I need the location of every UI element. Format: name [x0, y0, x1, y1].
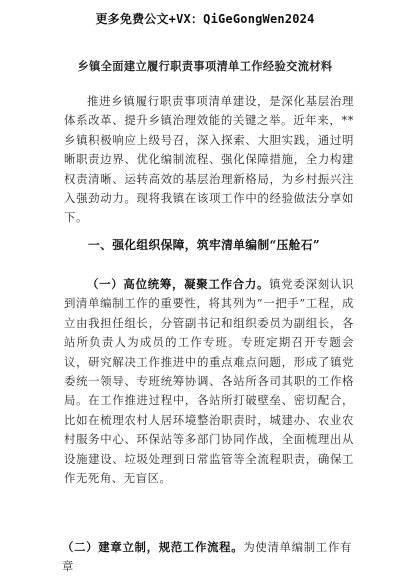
subsection-lead-2: （二）建章立制，规范工作流程。 — [62, 540, 244, 554]
subsection-text-2: 为使清单编制工作有章 — [62, 540, 352, 574]
subsection-paragraph-2 — [62, 538, 352, 577]
document-title: 乡镇全面建立履行职责事项清单工作经验交流材料 — [77, 59, 333, 73]
subsection-lead-1: （一）高位统筹，凝聚工作合力。 — [87, 277, 270, 291]
intro-paragraph: 推进乡镇履行职责事项清单建设，是深化基层治理体系改革、提升乡镇治理效能的关键之举。近年来，**乡镇积极响应上级号召，深入探索、大胆实践，通过明晰职责边界、优化编制流程、强化保障措施，全力构建权责清晰、运转高效的基层治理新格局，为乡村振兴注入强劲动力。现将我镇在该项工作中的经验做法分享如下。 — [64, 94, 354, 225]
section-heading: 一、强化组织保障，筑牢清单编制“压舱石” — [88, 238, 320, 252]
promo-banner: 更多免费公文+VX：QiGeGongWen2024 — [95, 12, 315, 26]
subsection-paragraph-1 — [64, 275, 354, 488]
subsection-text-1: 镇党委深刻认识到清单编制工作的重要性，将其列为“一把手”工程，成立由我担任组长，分管副书记和组织委员为副组长，各站所负责人为成员的工作专班。专班定期召开专题会议，研究解决工作推进中的重点难点问题，形成了镇党委统一领导、专班统筹协调、各站所各司其职的工作格局。在工作推进过程中，各站所打破壁垒、密切配合，比如在梳理农村人居环境整治职责时，城建办、农业农村服务中心、环保站等多部门协同作战，全面梳理出从设施建设、垃圾处理到日常监管等全流程职责，确保工作无死角、无盲区。 — [64, 277, 354, 486]
